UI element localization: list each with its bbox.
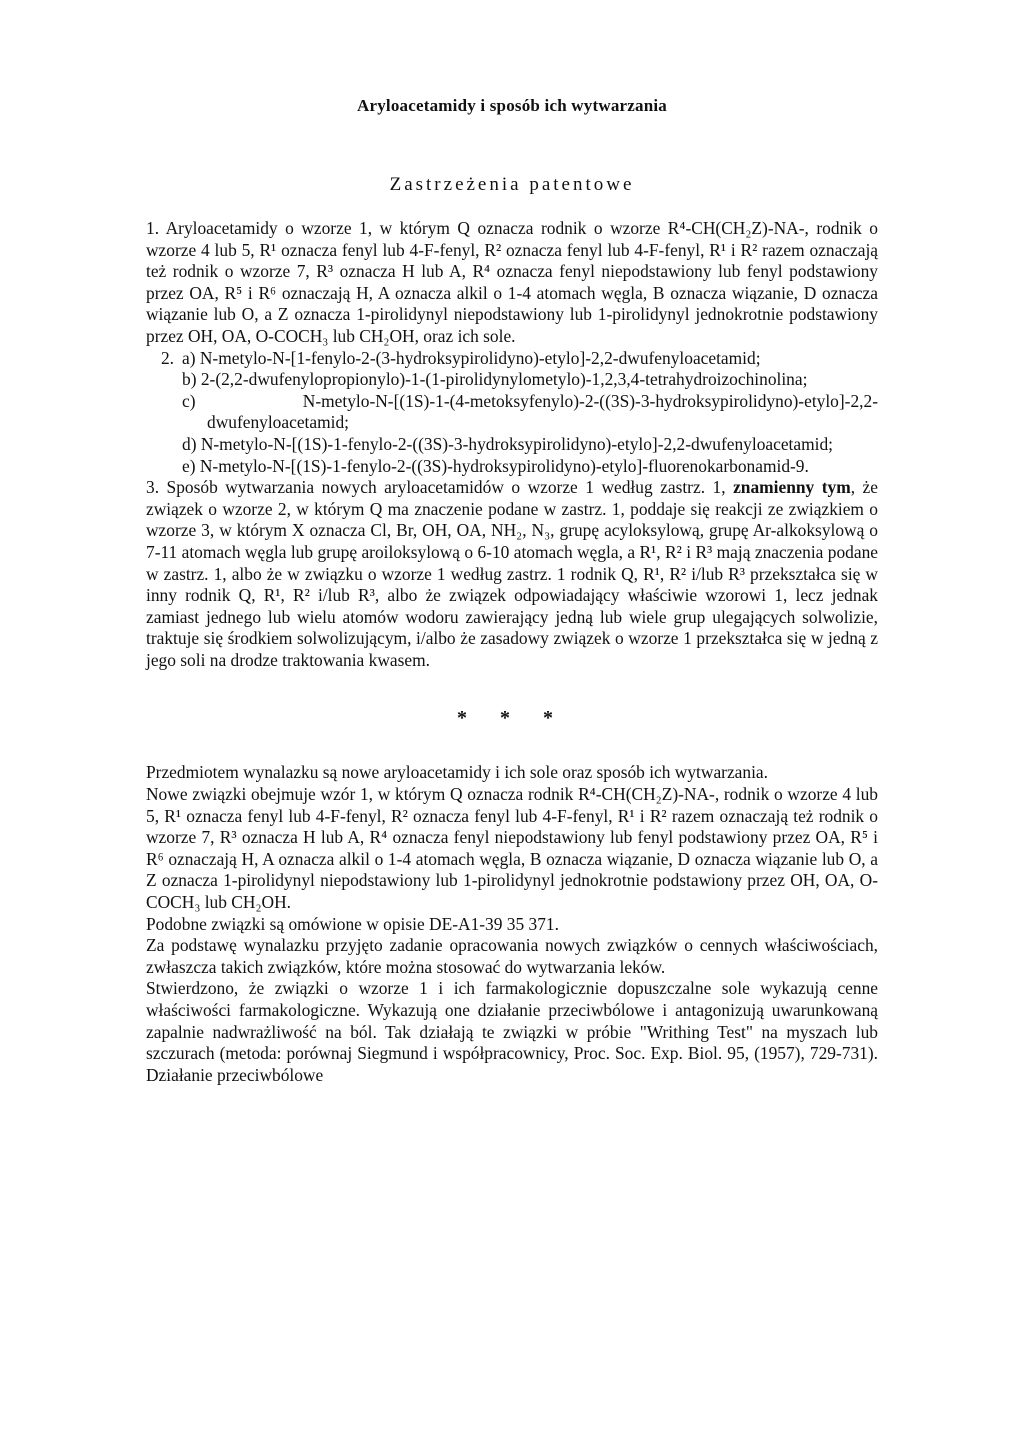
document-title: Aryloacetamidy i sposób ich wytwarzania <box>356 96 667 115</box>
description-paragraph-4: Za podstawę wynalazku przyjęto zadanie opracowania nowych związków o cennych właściwościach, zwłaszcza takich związków, które można stosować do wytwarzania leków. <box>146 935 878 977</box>
claim-2-item-a: a) N-metylo-N-[1-fenylo-2-(3-hydroksypirolidyno)-etylo]-2,2-dwufenyloacetamid; <box>182 347 761 368</box>
claim-3-characterizing-phrase: znamienny tym <box>733 477 851 498</box>
claim-2-number: 2. <box>160 347 174 368</box>
claim-3-start: 3. Sposób wytwarzania nowych aryloacetamidów o wzorze 1 według zastrz. 1, <box>146 477 734 498</box>
description-paragraph-3: Podobne związki są omówione w opisie DE-A1-39 35 371. <box>146 913 559 934</box>
claim-2-item-d: d) N-metylo-N-[(1S)-1-fenylo-2-((3S)-3-hydroksypirolidyno)-etylo]-2,2-dwufenyloacetamid; <box>182 433 833 454</box>
claim-2-item-b: b) 2-(2,2-dwufenylopropionylo)-1-(1-pirolidynylometylo)-1,2,3,4-tetrahydroizochinolina; <box>182 369 808 390</box>
claim-1 <box>146 218 878 348</box>
claim-3 <box>146 477 878 671</box>
claim-3-rest: , że związek o wzorze 2, w którym Q ma znaczenie podane w zastrz. 1, poddaje się reakcji ze związkiem o wzorze 3, w którym X oznacza Cl, Br, OH, OA, NH₂, N₃, grupę acyloksylową, grupę Ar-alkoksylową o 7-11 atomach węgla lub grupę aroiloksylową o 6-10 atomach węgla, a R¹, R² i R³ mają znaczenia podane w zastrz. 1, albo że w związku o wzorze 1 według zastrz. 1 rodnik Q, R¹, R² i/lub R³ przekształca się w inny rodnik Q, R¹, R² i/lub R³, albo że związek odpowiadający właściwie wzorowi 1, lecz jednak zamiast jednego lub wielu atomów wodoru zawierający jedną lub wiele grup ulegających solwolizie, traktuje się środkiem solwolizującym, i/albo że zasadowy związek o wzorze 1 przekształca się w jedną z jego soli na drodze traktowania kwasem. <box>146 477 878 670</box>
description-paragraph-1: Przedmiotem wynalazku są nowe aryloacetamidy i ich sole oraz sposób ich wytwarzania. <box>146 762 768 783</box>
claim-2 <box>146 348 878 478</box>
claim-2-item-c: c) N-metylo-N-[(1S)-1-(4-metoksyfenylo)-2-((3S)-3-hydroksypirolidyno)-etylo]-2,2-dwufenyloacetamid; <box>182 390 878 433</box>
description-paragraph-5: Stwierdzono, że związki o wzorze 1 i ich farmakologicznie dopuszczalne sole wykazują cenne właściwości farmakologiczne. Wykazują one działanie przeciwbólowe i antagonizują uwarunkowaną zapalnie nadwrażliwość na ból. Tak działają te związki w próbie "Writhing Test" na myszach lub szczurach (metoda: porównaj Siegmund i współpracownicy, Proc. Soc. Exp. Biol. 95, (1957), 729-731). Działanie przeciwbólowe <box>146 978 878 1085</box>
description-paragraph-2: Nowe związki obejmuje wzór 1, w którym Q oznacza rodnik R⁴-CH(CH₂Z)-NA-, rodnik o wzorze 4 lub 5, R¹ oznacza fenyl lub 4-F-fenyl, R² oznacza fenyl lub 4-F-fenyl, R¹ i R² razem oznaczają też rodnik o wzorze 7, R³ oznacza H lub A, R⁴ oznacza fenyl niepodstawiony lub fenyl podstawiony przez OA, R⁵ i R⁶ oznaczają H, A oznacza alkil o 1-4 atomach węgla, B oznacza wiązanie, D oznacza wiązanie lub O, a Z oznacza 1-pirolidynyl niepodstawiony lub 1-pirolidynyl jednokrotnie podstawiony przez OH, OA, O-COCH₃ lub CH₂OH. <box>146 784 878 913</box>
section-heading-claims: Zastrzeżenia patentowe <box>389 174 635 195</box>
claim-2-item-e: e) N-metylo-N-[(1S)-1-fenylo-2-((3S)-hydroksypirolidyno)-etylo]-fluorenokarbonamid-9. <box>182 455 809 476</box>
claim-1-text: 1. Aryloacetamidy o wzorze 1, w którym Q oznacza rodnik o wzorze R⁴-CH(CH₂Z)-NA-, rodnik o wzorze 4 lub 5, R¹ oznacza fenyl lub 4-F-fenyl, R² oznacza fenyl lub 4-F-fenyl, R¹ i R² razem oznaczają też rodnik o wzorze 7, R³ oznacza H lub A, R⁴ oznacza fenyl niepodstawiony lub fenyl podstawiony przez OA, R⁵ i R⁶ oznaczają H, A oznacza alkil o 1-4 atomach węgla, B oznacza wiązanie, D oznacza wiązanie lub O, a Z oznacza 1-pirolidynyl niepodstawiony lub 1-pirolidynyl jednokrotnie podstawiony przez OH, OA, O-COCH₃ lub CH₂OH, oraz ich sole. <box>146 218 878 346</box>
section-separator: * * * <box>457 707 567 730</box>
document-page <box>146 96 878 1086</box>
